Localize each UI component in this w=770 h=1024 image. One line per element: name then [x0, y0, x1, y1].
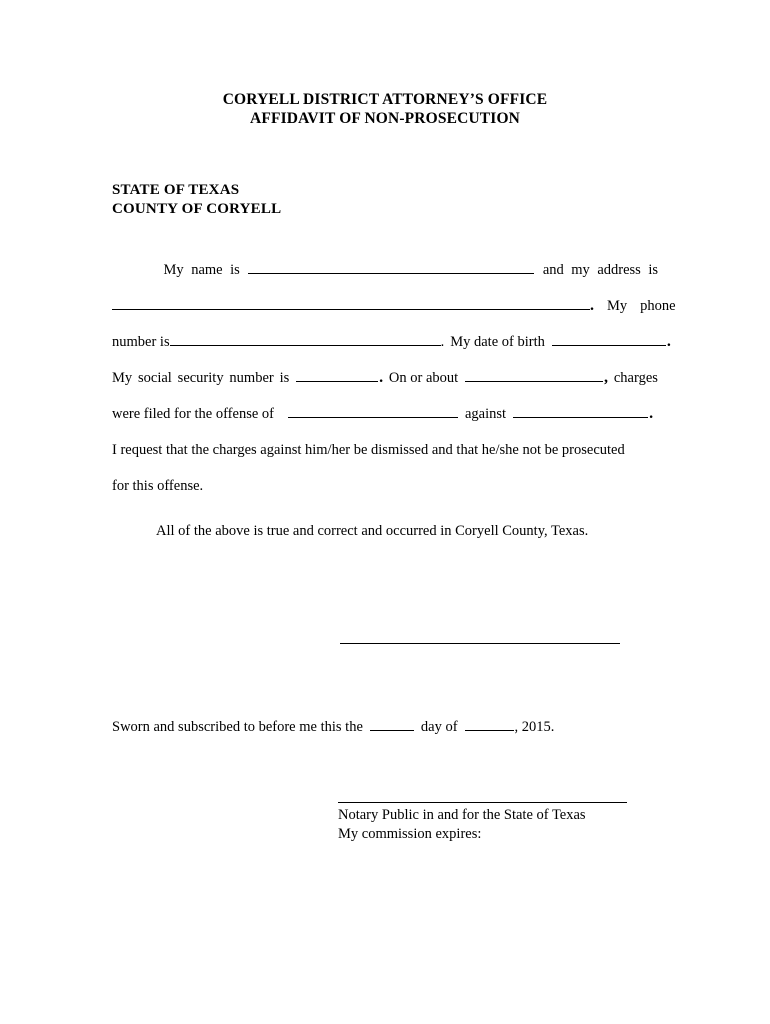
- address-blank-field[interactable]: [112, 299, 590, 310]
- sworn-middle: day of: [420, 719, 458, 735]
- address-period: .: [590, 297, 594, 314]
- text-charges: charges: [613, 370, 658, 386]
- sworn-suffix: , 2015.: [514, 719, 555, 735]
- text-is-3: is: [279, 370, 290, 386]
- text-my-2: my: [571, 262, 590, 278]
- affidavit-body: [112, 252, 676, 504]
- text-address: address: [597, 262, 641, 278]
- notary-signature-line[interactable]: [338, 791, 627, 803]
- sworn-statement: [112, 717, 672, 737]
- dob-blank-field[interactable]: [552, 335, 666, 346]
- text-is: is: [230, 262, 240, 278]
- body-line-request-cont: [112, 468, 658, 504]
- statement-text: All of the above is true and correct and occurred in Coryell County, Texas.: [156, 523, 589, 539]
- text-date-of-birth: My date of birth: [450, 334, 545, 350]
- notary-title: Notary Public in and for the State of Texas: [338, 807, 586, 823]
- text-security: security: [177, 370, 224, 386]
- title-line-subject: AFFIDAVIT OF NON-PROSECUTION: [249, 110, 521, 127]
- text-name: name: [191, 262, 223, 278]
- body-line-address: [112, 288, 676, 324]
- ssn-period: .: [379, 369, 384, 386]
- body-line-request: [112, 432, 658, 468]
- offense-date-blank-field[interactable]: [465, 371, 603, 382]
- text-my: My: [163, 262, 184, 278]
- text-number-is: number is: [112, 334, 170, 350]
- notary-commission-expires: My commission expires:: [338, 825, 482, 842]
- name-blank-field[interactable]: [248, 263, 534, 274]
- jurisdiction-block: [112, 181, 532, 218]
- title-line-office: CORYELL DISTRICT ATTORNEY’S OFFICE: [222, 91, 548, 108]
- text-is-2: is: [648, 262, 658, 278]
- text-against: against: [464, 406, 507, 422]
- body-line-name: [112, 252, 658, 288]
- day-blank-field[interactable]: [370, 720, 414, 731]
- defendant-blank-field[interactable]: [513, 407, 648, 418]
- text-social: social: [138, 370, 172, 386]
- text-for-this-offense: for this offense.: [112, 478, 204, 494]
- dob-period: .: [666, 333, 671, 350]
- text-were-filed: were filed for the offense of: [112, 406, 274, 422]
- offense-period: .: [649, 405, 654, 422]
- text-and: and: [542, 262, 564, 278]
- document-title: [0, 90, 770, 128]
- text-my-3: My: [607, 298, 628, 314]
- truth-statement: [112, 520, 658, 542]
- text-request: I request that the charges against him/her be dismissed and that he/she not be prosecuted: [112, 442, 625, 458]
- text-my-4: My: [112, 370, 133, 386]
- date-comma: ,: [604, 369, 609, 386]
- ssn-blank-field[interactable]: [296, 371, 378, 382]
- text-phone: phone: [640, 298, 676, 314]
- state-label: STATE OF TEXAS: [112, 182, 240, 198]
- phone-blank-field[interactable]: [170, 335, 441, 346]
- body-line-offense: [112, 396, 658, 432]
- body-line-phone-dob: [112, 324, 671, 360]
- text-number: number: [229, 370, 274, 386]
- month-blank-field[interactable]: [465, 720, 514, 731]
- offense-blank-field[interactable]: [288, 407, 458, 418]
- sworn-prefix: Sworn and subscribed to before me this the: [112, 719, 363, 735]
- body-line-ssn: [112, 360, 658, 396]
- county-label: COUNTY OF CORYELL: [112, 200, 282, 217]
- phone-period: .: [440, 334, 445, 350]
- affiant-signature-line[interactable]: [340, 632, 620, 644]
- notary-block: [338, 806, 678, 843]
- text-on-or-about: On or about: [388, 370, 459, 386]
